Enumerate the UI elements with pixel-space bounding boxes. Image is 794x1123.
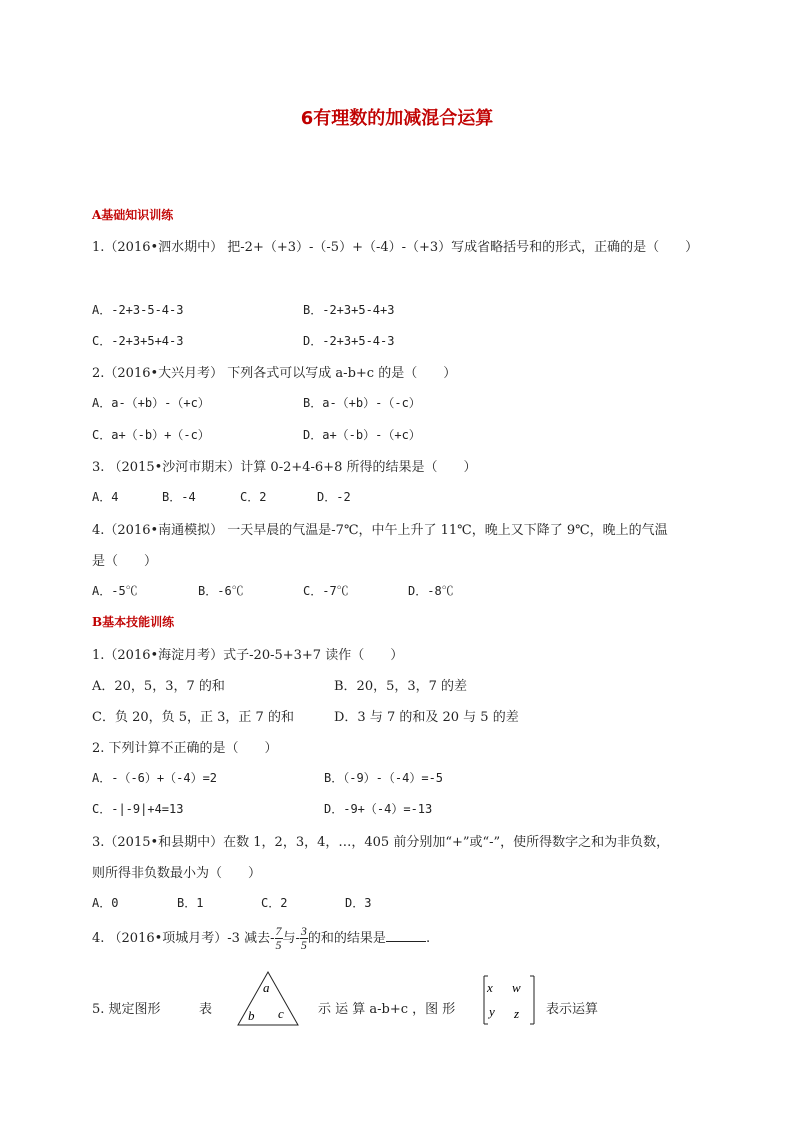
minus-sign-2: - [295,931,300,946]
option-a3-c: C．2 [240,490,267,504]
question-b3-cont: 则所得非负数最小为（ ） [92,866,262,881]
section-b-label: B基本技能训练 [92,615,175,629]
answer-blank[interactable] [386,929,426,942]
option-b2-d: D．-9+（-4）=-13 [324,802,433,816]
option-b3-a: A．0 [92,896,119,910]
question-b3: 3.（2015•和县期中）在数 1，2，3，4，…，405 前分别加“+”或“-”，使所得数字之和为非负数， [92,835,670,850]
page-title: 6有理数的加减混合运算 [300,108,494,129]
fraction-3-5-denominator: 5 [300,938,307,952]
fraction-7-5-numerator: 7 [275,924,282,938]
option-a4-d: D．-8℃ [408,584,454,598]
question-a4-cont: 是（ ） [92,554,158,569]
option-b2-c: C．-|-9|+4=13 [92,802,184,816]
question-a1: 1.（2016•泗水期中） 把-2+（+3）-（-5）+（-4）-（+3）写成省略括号和的形式，正确的是（ ） [92,240,699,255]
triangle-figure [236,970,300,1028]
box-label-y: y [489,1004,495,1019]
question-b4-mid: 与 [282,931,296,946]
option-b1-d: D．3 与 7 的和及 20 与 5 的差 [334,710,519,725]
option-b2-b: B．（-9）-（-4）=-5 [324,771,444,785]
minus-sign-1: - [270,931,275,946]
option-b2-a: A．-（-6）+（-4）=2 [92,771,218,785]
question-a2: 2.（2016•大兴月考） 下列各式可以写成 a-b+c 的是（ ） [92,366,457,381]
option-b3-b: B．1 [177,896,204,910]
option-a3-a: A．4 [92,490,119,504]
option-b3-c: C．2 [261,896,288,910]
box-figure [480,974,544,1026]
fraction-7-5-denominator: 5 [275,938,282,952]
option-a1-b: B．-2+3+5-4+3 [303,303,395,317]
question-a4: 4.（2016•南通模拟） 一天早晨的气温是-7℃，中午上升了 11℃，晚上又下降了 9℃，晚上的气温 [92,523,668,538]
box-label-z: z [514,1006,520,1021]
option-a1-d: D．-2+3+5-4-3 [303,334,395,348]
box-label-x: x [487,980,493,995]
box-label-w: w [512,980,521,995]
question-b5-p1: 5. 规定图形 [92,1002,161,1017]
option-a2-c: C．a+（-b）+（-c） [92,428,210,442]
option-a2-b: B．a-（+b）-（-c） [303,396,421,410]
option-a3-b: B．-4 [162,490,196,504]
question-b4-pre: 4. （2016•项城月考）-3 减去 [92,931,271,946]
question-b4: 4. （2016•项城月考）-3 减去- $\frac{7}{5}$ 与- $\frac{3}{5}$ 的和的结果是 . [92,924,431,952]
triangle-label-b: b [248,1008,255,1023]
question-b5-p3: 示 运 算 a-b+c ，图 形 [318,1002,456,1017]
option-a2-d: D．a+（-b）-（+c） [303,428,421,442]
question-b5-p4: 表示运算 [546,1002,599,1017]
option-b1-a: A．20，5，3，7 的和 [92,679,225,694]
triangle-label-a: a [263,980,270,995]
question-a3: 3. （2015•沙河市期末）计算 0-2+4-6+8 所得的结果是（ ） [92,460,477,475]
fraction-7-5 [275,925,283,952]
option-a2-a: A．a-（+b）-（+c） [92,396,210,410]
option-a1-c: C．-2+3+5+4-3 [92,334,184,348]
question-b2: 2. 下列计算不正确的是（ ） [92,741,278,756]
option-a4-b: B．-6℃ [198,584,244,598]
question-b4-post: 的和的结果是 [307,931,386,946]
section-a-label: A基础知识训练 [92,208,174,222]
option-a4-c: C．-7℃ [303,584,349,598]
option-a1-a: A．-2+3-5-4-3 [92,303,184,317]
option-a3-d: D．-2 [317,490,351,504]
option-b3-d: D．3 [345,896,372,910]
fraction-3-5-numerator: 3 [300,924,307,938]
fraction-3-5 [300,925,308,952]
option-b1-c: C．负 20，负 5，正 3，正 7 的和 [92,710,294,725]
option-a4-a: A．-5℃ [92,584,138,598]
question-b1: 1.（2016•海淀月考）式子-20-5+3+7 读作（ ） [92,648,404,663]
option-b1-b: B．20，5，3，7 的差 [334,679,468,694]
triangle-label-c: c [278,1006,284,1021]
question-b5-p2: 表 [199,1002,213,1017]
